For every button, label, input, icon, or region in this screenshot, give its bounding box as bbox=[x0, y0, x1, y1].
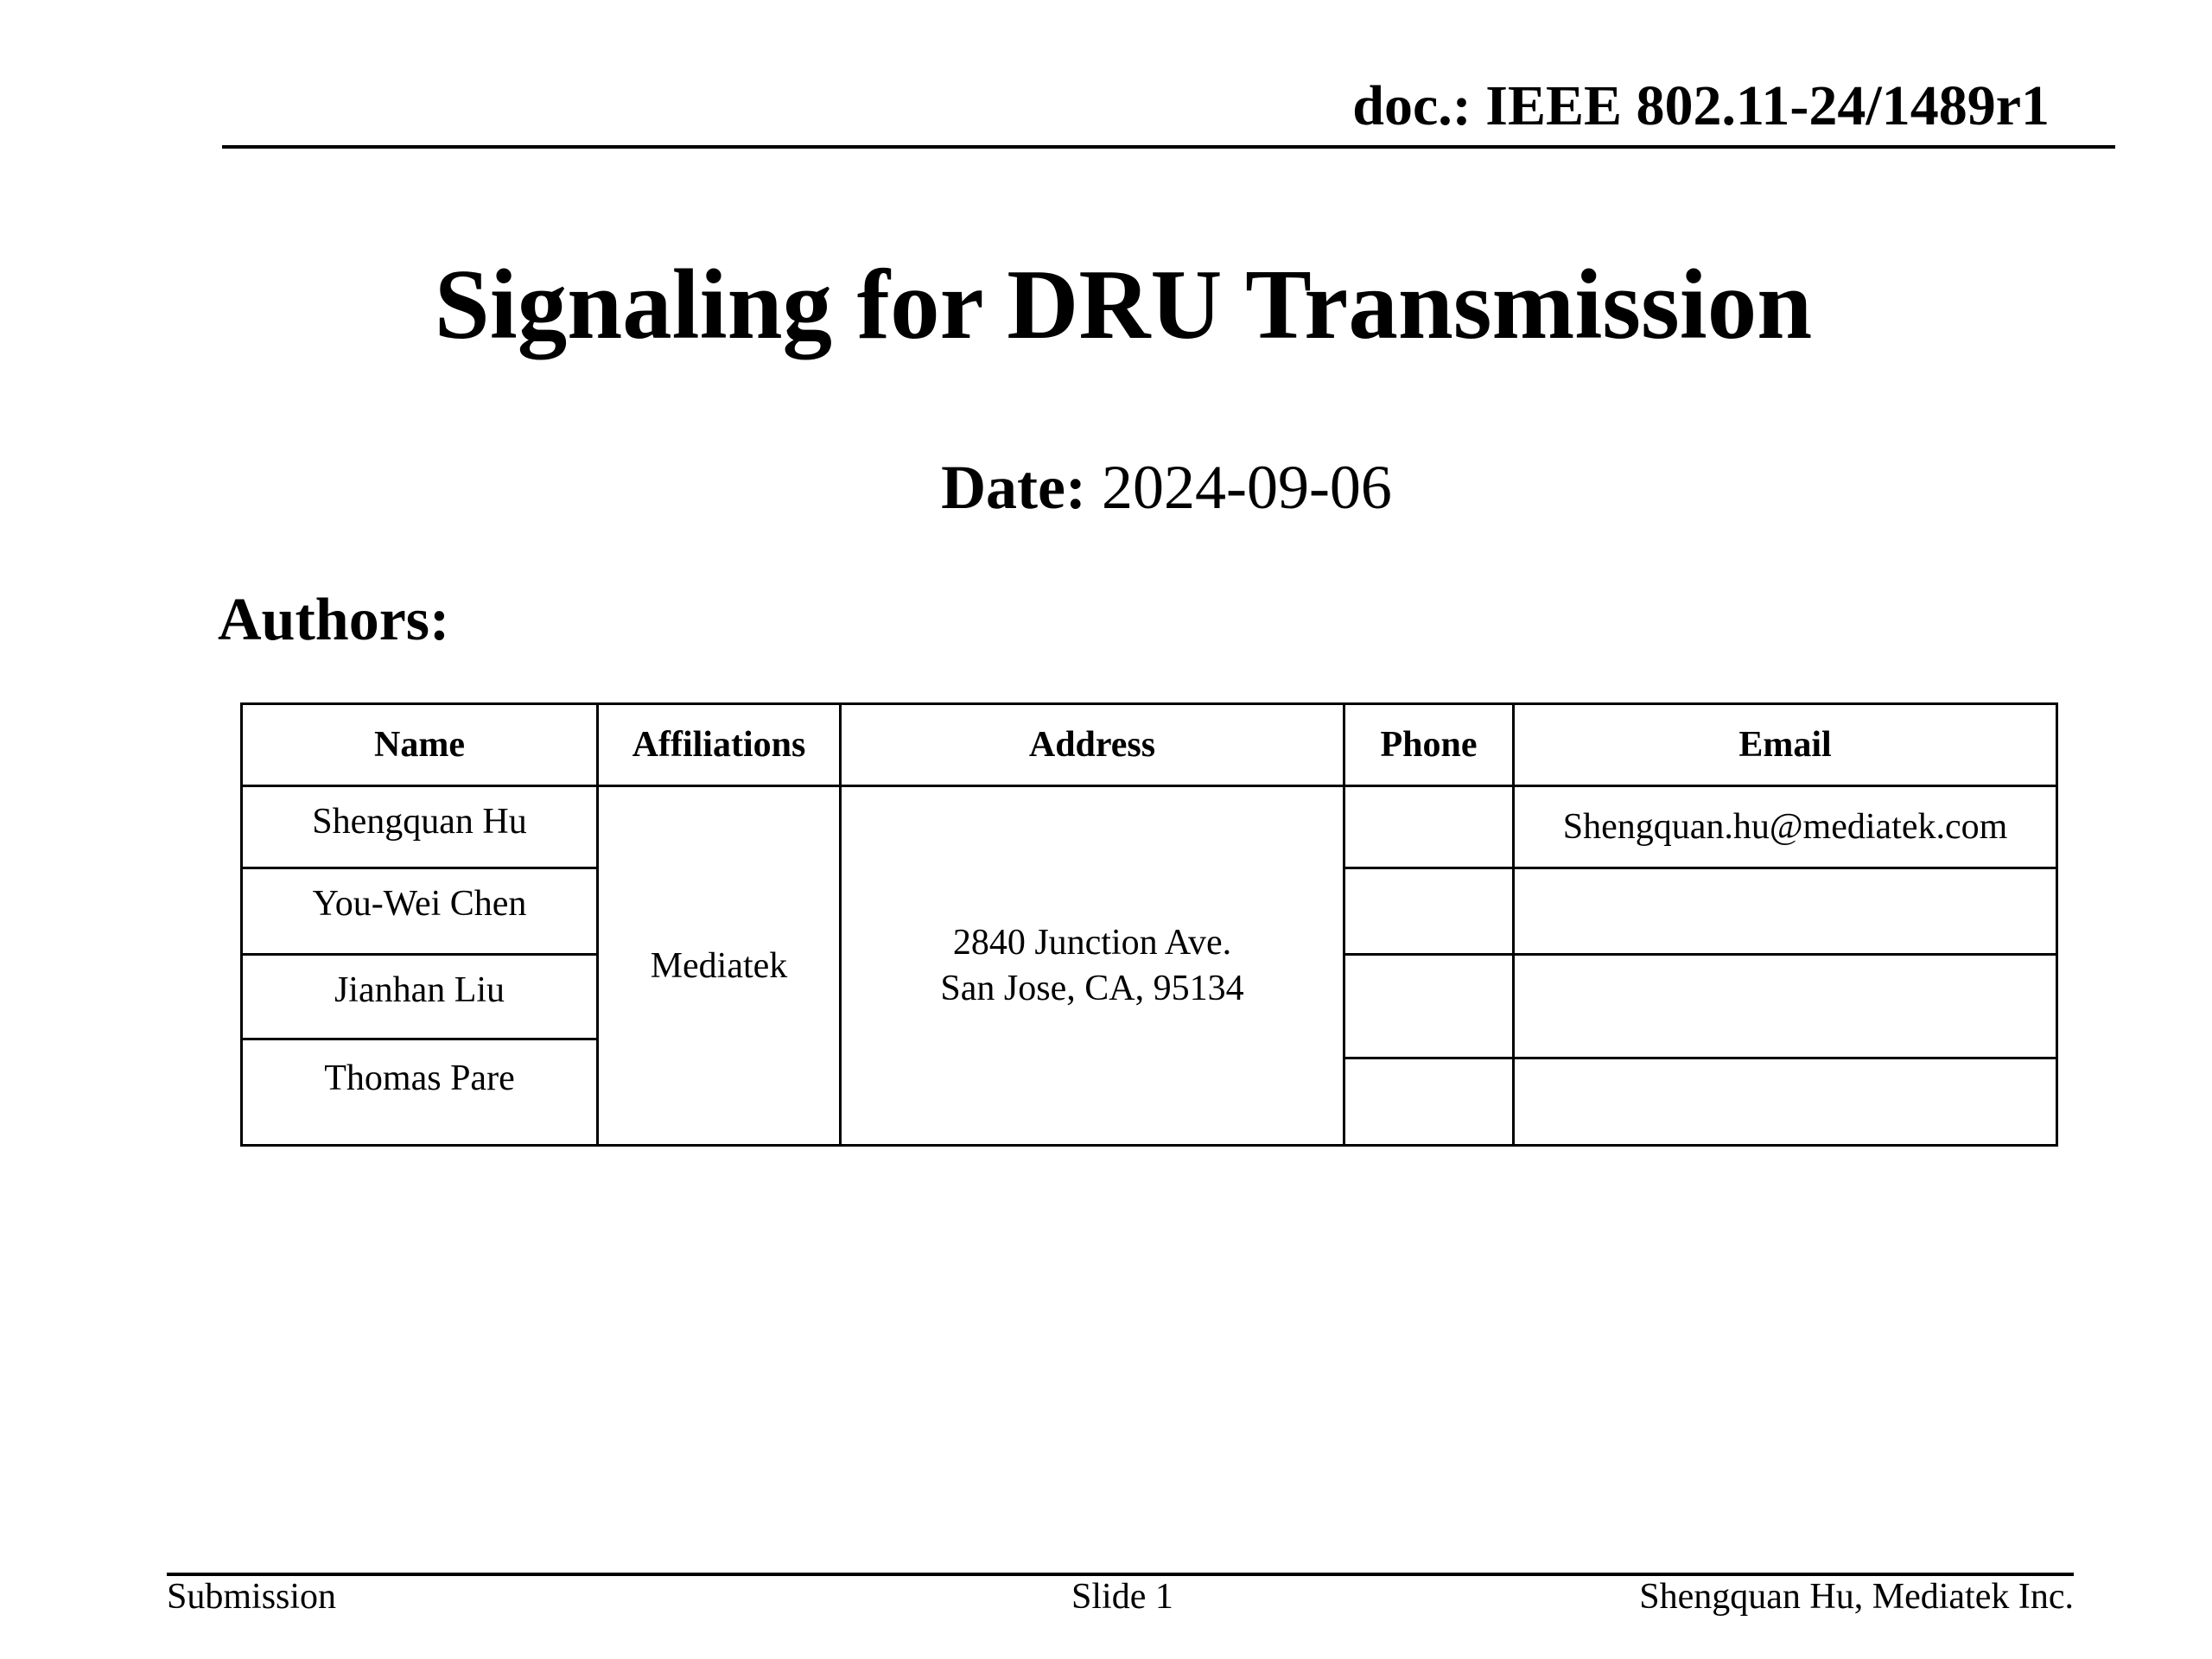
email-cell bbox=[1515, 1057, 2056, 1144]
author-name: You-Wei Chen bbox=[242, 868, 598, 955]
phone-stack bbox=[1344, 955, 1514, 1146]
table-row bbox=[242, 786, 2057, 868]
authors-table bbox=[240, 702, 2058, 1147]
column-header-address: Address bbox=[841, 704, 1344, 786]
footer-rule bbox=[167, 1573, 2074, 1576]
footer-submission: Submission bbox=[167, 1577, 337, 1617]
table-header-row bbox=[242, 704, 2057, 786]
author-name: Thomas Pare bbox=[242, 1039, 598, 1146]
footer-slide-number: Slide 1 bbox=[1071, 1577, 1173, 1617]
email-stack bbox=[1514, 955, 2057, 1146]
address-cell bbox=[841, 786, 1344, 1146]
email-cell bbox=[1515, 956, 2056, 1057]
column-header-name: Name bbox=[242, 704, 598, 786]
column-header-email: Email bbox=[1514, 704, 2057, 786]
phone-cell bbox=[1345, 1057, 1512, 1144]
footer-author: Shengquan Hu, Mediatek Inc. bbox=[1639, 1577, 2074, 1617]
author-name: Jianhan Liu bbox=[242, 955, 598, 1039]
slide-title: Signaling for DRU Transmission bbox=[434, 250, 1813, 359]
authors-heading: Authors: bbox=[218, 587, 450, 653]
document-id: doc.: IEEE 802.11-24/1489r1 bbox=[1352, 74, 2050, 137]
date-label: Date: bbox=[941, 453, 1086, 522]
column-header-phone: Phone bbox=[1344, 704, 1514, 786]
address-line-1: 2840 Junction Ave. bbox=[952, 922, 1232, 963]
column-header-affiliations: Affiliations bbox=[598, 704, 841, 786]
address-line-2: San Jose, CA, 95134 bbox=[940, 968, 1244, 1008]
date-line bbox=[0, 453, 2212, 522]
email-cell: Shengquan.hu@mediatek.com bbox=[1514, 786, 2057, 868]
date-value: 2024-09-06 bbox=[1101, 453, 1392, 522]
author-name: Shengquan Hu bbox=[242, 786, 598, 868]
affiliation-cell: Mediatek bbox=[598, 786, 841, 1146]
phone-cell bbox=[1344, 868, 1514, 955]
phone-cell bbox=[1345, 956, 1512, 1057]
email-cell bbox=[1514, 868, 2057, 955]
phone-cell bbox=[1344, 786, 1514, 868]
header-rule bbox=[222, 145, 2115, 149]
